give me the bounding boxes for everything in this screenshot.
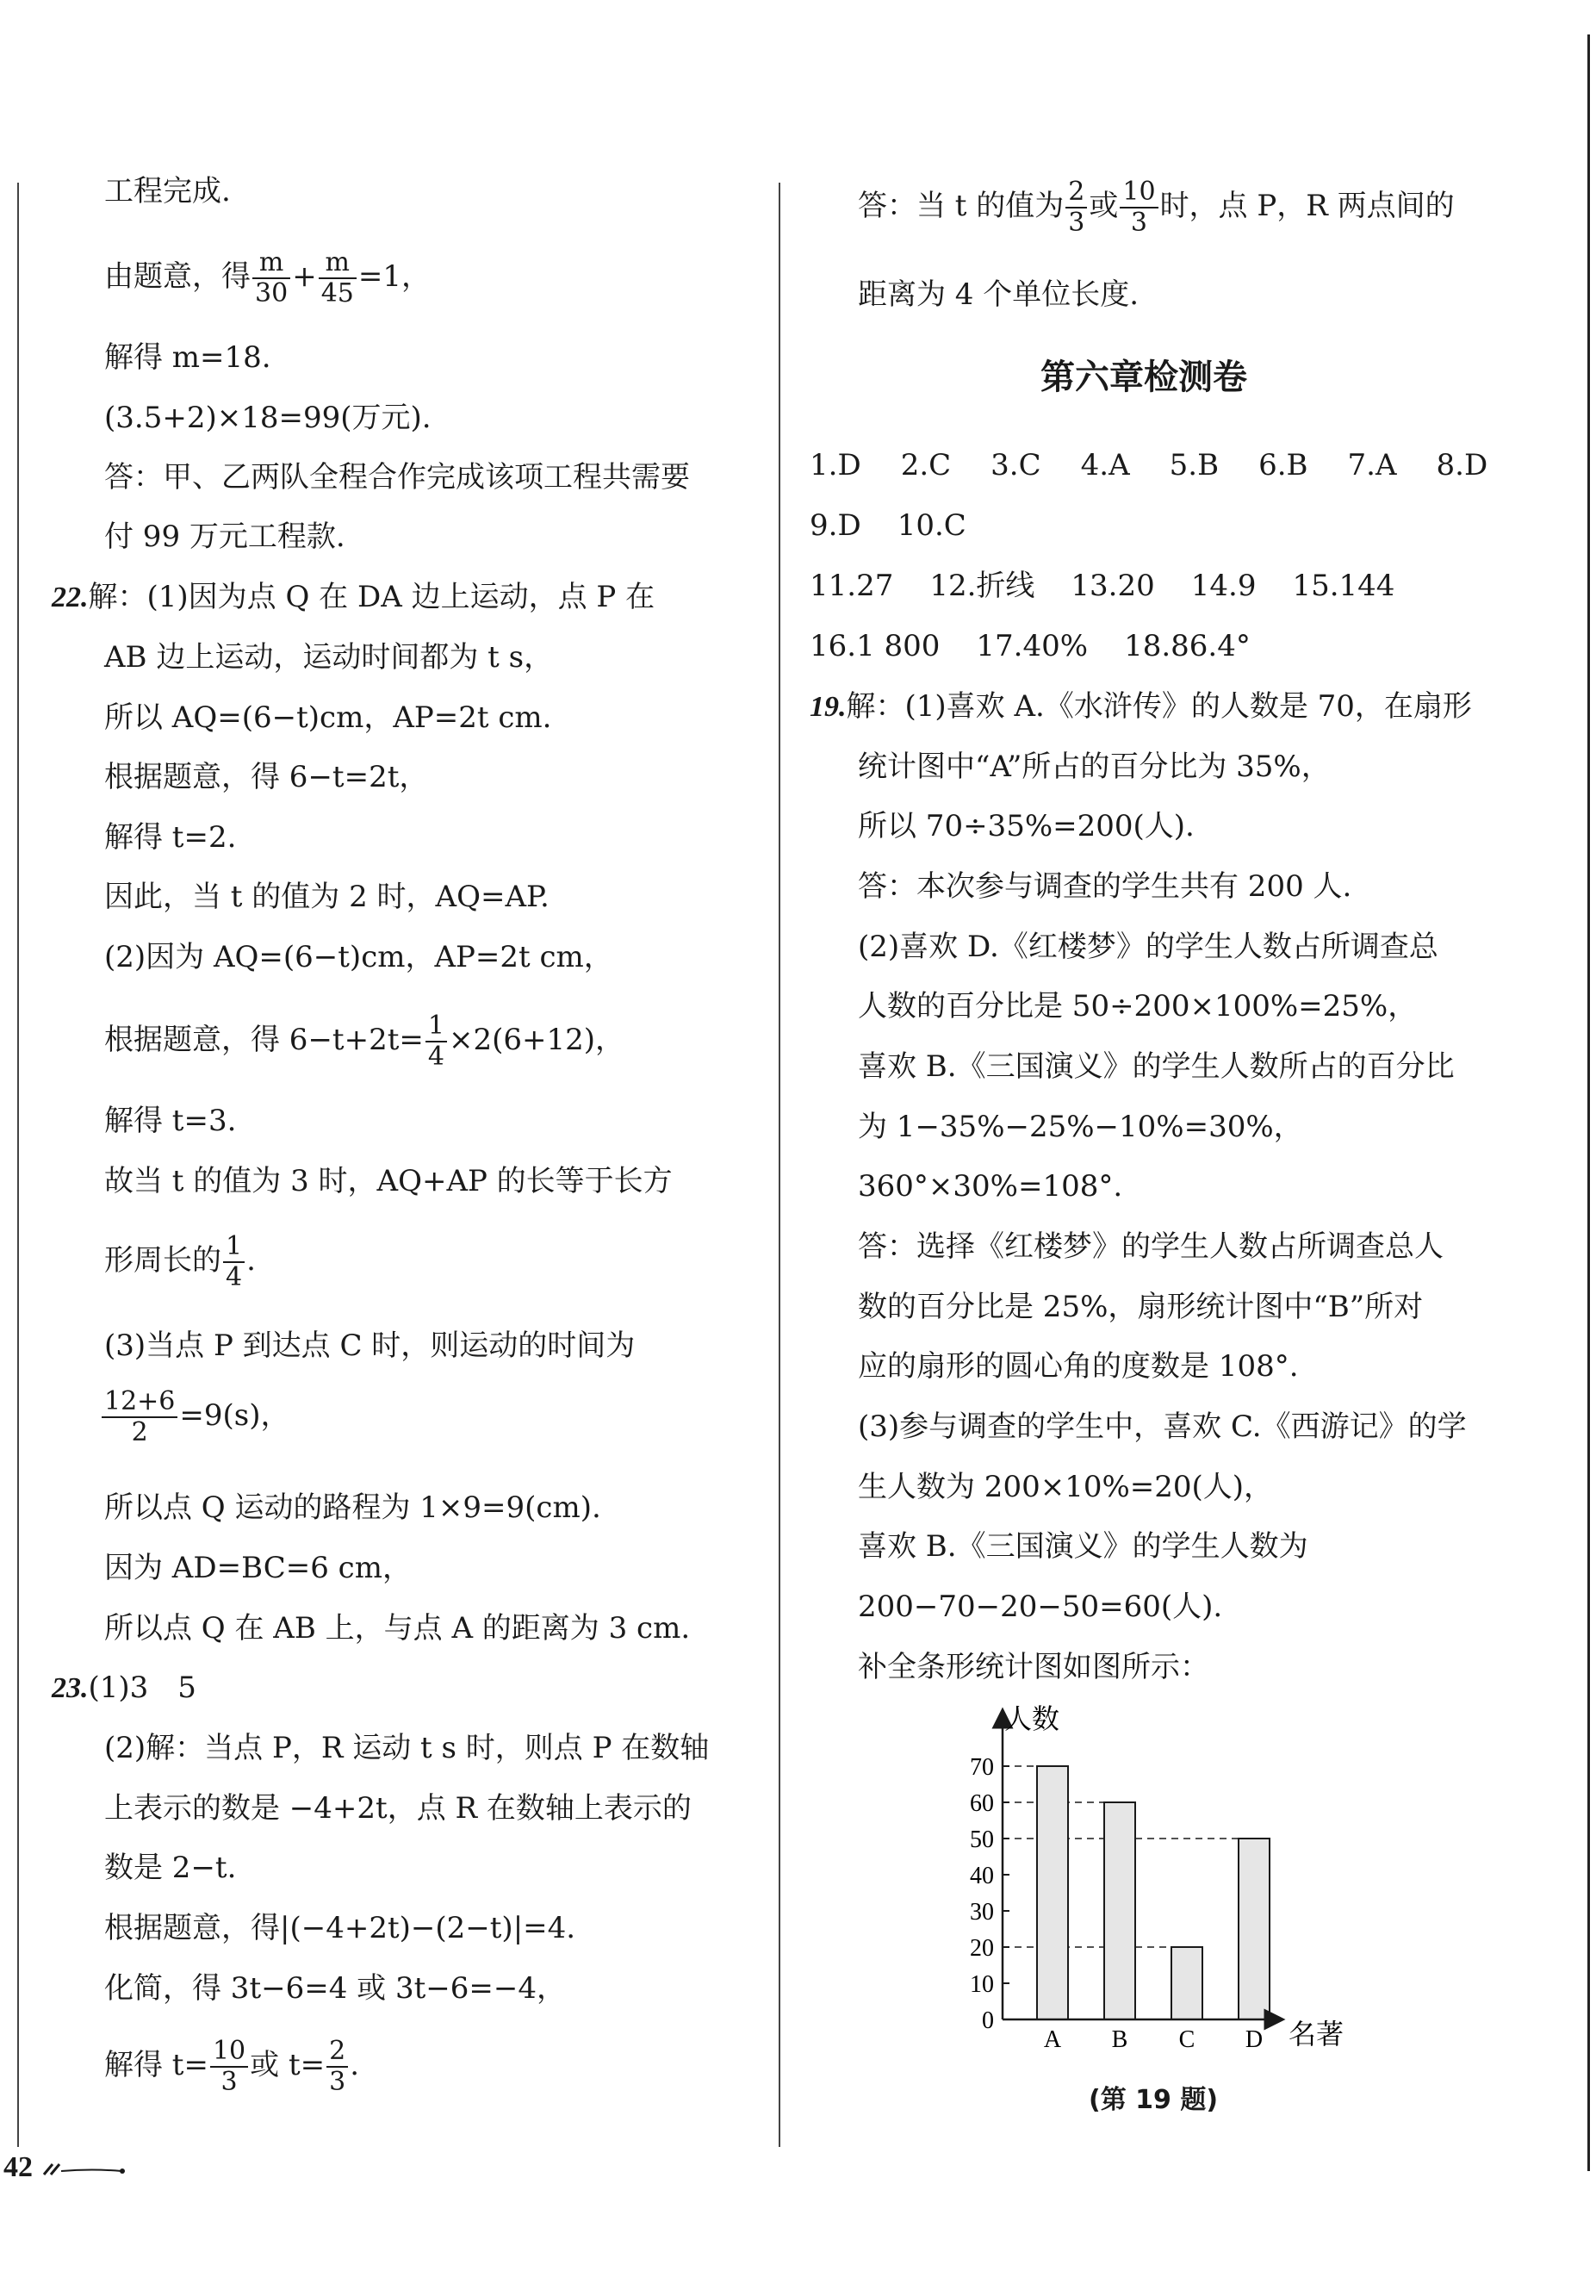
answers-row <box>810 629 1287 663</box>
y-tick-label: 50 <box>970 1826 994 1853</box>
text-line: (2)解：当点 P，R 运动 t s 时，则点 P 在数轴 <box>104 1731 710 1765</box>
x-tick-label: A <box>1043 2026 1062 2053</box>
text-line: 360°×30%=108°. <box>858 1169 1123 1204</box>
text-line: 200−70−20−50=60(人). <box>858 1590 1223 1624</box>
y-tick-label: 40 <box>970 1863 994 1889</box>
page-number-text: 42 <box>3 2151 33 2183</box>
fraction-two-thirds: $\frac{2}{3}$ <box>1065 179 1087 236</box>
text-line: 所以点 Q 在 AB 上，与点 A 的距离为 3 cm. <box>104 1611 691 1646</box>
text-line: 答：甲、乙两队全程合作完成该项工程共需要 <box>104 460 690 495</box>
fraction-time: $\frac{12+6}{2}$ <box>102 1389 177 1446</box>
page-ornament-icon <box>40 2161 127 2178</box>
answer-intro <box>858 179 1455 236</box>
text-line: 答：选择《红楼梦》的学生人数占所调查总人 <box>858 1229 1444 1264</box>
y-tick-label: 70 <box>970 1754 994 1781</box>
answer-item: 11.27 <box>810 569 894 603</box>
text-line: 补全条形统计图如图所示： <box>858 1650 1209 1684</box>
text-line: 所以 AQ=(6−t)cm，AP=2t cm. <box>104 700 552 735</box>
period: . <box>350 2048 360 2082</box>
equation-middle: 或 t= <box>250 2048 326 2082</box>
figure-caption: (第 19 题) <box>1089 2085 1219 2115</box>
answer-item: 9.D <box>810 508 861 543</box>
bar-C <box>1171 1947 1202 2019</box>
text-line: 解：(1)因为点 Q 在 DA 边上运动，点 P 在 <box>88 580 655 614</box>
answer-item: 3.C <box>991 448 1041 482</box>
text-line: 答：本次参与调查的学生共有 200 人. <box>858 869 1352 904</box>
text-line: 距离为 4 个单位长度. <box>858 277 1140 312</box>
x-tick-label: B <box>1111 2026 1128 2053</box>
answer-item: 4.A <box>1080 448 1130 482</box>
text-line: 喜欢 B.《三国演义》的学生人数为 <box>858 1529 1308 1564</box>
answer-item: 18.86.4° <box>1124 629 1251 663</box>
text-line: 上表示的数是 −4+2t，点 R 在数轴上表示的 <box>104 1791 692 1826</box>
intro-suffix: 时，点 P，R 两点间的 <box>1159 189 1455 223</box>
answer-item: 6.B <box>1258 448 1308 482</box>
text-line: 解得 m=18. <box>104 340 271 375</box>
text-line: (2)因为 AQ=(6−t)cm，AP=2t cm， <box>104 940 613 974</box>
fraction-ten-thirds: $\frac{10}{3}$ <box>1120 179 1158 236</box>
text-line: 解得 t=3. <box>104 1104 237 1138</box>
fraction-one-quarter: $\frac{1}{4}$ <box>425 1013 447 1070</box>
text-line: 数的百分比是 25%，扇形统计图中“B”所对 <box>858 1290 1424 1324</box>
answer-item: 5.B <box>1169 448 1220 482</box>
text-line: 人数的百分比是 50÷200×100%=25%， <box>858 989 1418 1024</box>
plus-sign: + <box>292 259 317 294</box>
text-line: 因为 AD=BC=6 cm， <box>104 1551 412 1585</box>
answer-item: 1.D <box>810 448 861 482</box>
text-line: 故当 t 的值为 3 时，AQ+AP 的长等于长方 <box>104 1164 673 1198</box>
text-line: 为 1−35%−25%−10%=30%， <box>858 1110 1303 1144</box>
text-line: 解：(1)喜欢 A.《水浒传》的人数是 70，在扇形 <box>846 689 1472 724</box>
text-line: 应的扇形的圆心角的度数是 108°. <box>858 1349 1299 1384</box>
question-19 <box>810 689 1472 724</box>
text-line: (3)当点 P 到达点 C 时，则运动的时间为 <box>104 1328 636 1363</box>
y-tick-label: 60 <box>970 1790 994 1817</box>
text-line: 所以点 Q 运动的路程为 1×9=9(cm). <box>104 1490 601 1525</box>
text-line: AB 边上运动，运动时间都为 t s， <box>104 640 554 675</box>
answer-item: 17.40% <box>976 629 1089 663</box>
y-axis-label: 人数 <box>1004 1703 1060 1734</box>
text-line: 解得 t=2. <box>104 820 237 855</box>
equation-suffix: =1， <box>357 259 431 294</box>
equation-suffix: ×2(6+12)， <box>448 1023 625 1057</box>
chapter-title: 第六章检测卷 <box>1040 358 1247 397</box>
question-number: 19. <box>810 691 847 723</box>
bar-D <box>1239 1839 1270 2019</box>
text-line: 生人数为 200×10%=20(人)， <box>858 1470 1274 1504</box>
period: . <box>246 1243 256 1278</box>
text-line: 喜欢 B.《三国演义》的学生人数所占的百分比 <box>858 1049 1455 1084</box>
text-line: (3.5+2)×18=99(万元). <box>104 401 432 435</box>
answers-row <box>810 508 1003 543</box>
equation-prefix: 根据题意，得 6−t+2t= <box>104 1023 424 1057</box>
y-tick-label: 0 <box>982 2007 994 2034</box>
answer-item: 2.C <box>900 448 952 482</box>
fraction-m-30: $\frac{m}{30}$ <box>252 250 290 307</box>
text-line: 根据题意，得 6−t=2t， <box>104 760 429 794</box>
answer-item: 8.D <box>1436 448 1488 482</box>
answers-row <box>810 569 1431 603</box>
y-tick-label: 20 <box>970 1935 994 1962</box>
intro-or: 或 <box>1089 189 1119 223</box>
text-line: 化简，得 3t−6=4 或 3t−6=−4， <box>104 1971 566 2006</box>
answer-item: 14.9 <box>1190 569 1257 603</box>
fraction-one-quarter: $\frac{1}{4}$ <box>223 1234 245 1291</box>
fraction-two-thirds: $\frac{2}{3}$ <box>326 2038 348 2095</box>
equation-suffix: =9(s)， <box>179 1398 290 1433</box>
text-line: (2)喜欢 D.《红楼梦》的学生人数占所调查总 <box>858 930 1438 964</box>
fraction-ten-thirds: $\frac{10}{3}$ <box>210 2038 248 2095</box>
answers-row <box>810 448 1488 482</box>
answer-item: 7.A <box>1347 448 1397 482</box>
text-line: 数是 2−t. <box>104 1851 237 1885</box>
text-line: 工程完成. <box>104 174 231 208</box>
text-line: 统计图中“A”所占的百分比为 35%， <box>858 750 1331 784</box>
text-line: 付 99 万元工程款. <box>104 520 345 554</box>
equation-prefix: 解得 t= <box>104 2048 208 2082</box>
x-axis-label: 名著 <box>1289 2019 1344 2050</box>
text-line: 因此，当 t 的值为 2 时，AQ=AP. <box>104 880 550 914</box>
x-tick-label: C <box>1178 2026 1195 2053</box>
bar-B <box>1104 1802 1135 2019</box>
bar-chart <box>913 1697 1361 2059</box>
y-tick-label: 30 <box>970 1899 994 1926</box>
page-number <box>3 2151 127 2184</box>
x-tick-label: D <box>1245 2026 1264 2053</box>
text-line: (3)参与调查的学生中，喜欢 C.《西游记》的学 <box>858 1409 1467 1444</box>
answer-item: 10.C <box>897 508 966 543</box>
answer-item: 13.20 <box>1071 569 1155 603</box>
answer-item: 12.折线 <box>929 569 1035 603</box>
text-line: 根据题意，得|(−4+2t)−(2−t)|=4. <box>104 1911 576 1945</box>
equation-prefix: 由题意，得 <box>104 259 251 294</box>
y-tick-label: 10 <box>970 1971 994 1998</box>
text-line: (1)3 5 <box>88 1671 196 1705</box>
text-line: 所以 70÷35%=200(人). <box>858 809 1195 843</box>
fraction-m-45: $\frac{m}{45}$ <box>319 250 357 307</box>
answer-item: 16.1 800 <box>810 629 941 663</box>
answer-item: 15.144 <box>1292 569 1395 603</box>
text-prefix: 形周长的 <box>104 1243 221 1278</box>
bar-A <box>1037 1766 1068 2019</box>
question-number: 23. <box>52 1672 89 1704</box>
intro-prefix: 答：当 t 的值为 <box>858 189 1065 223</box>
question-number: 22. <box>52 582 89 613</box>
